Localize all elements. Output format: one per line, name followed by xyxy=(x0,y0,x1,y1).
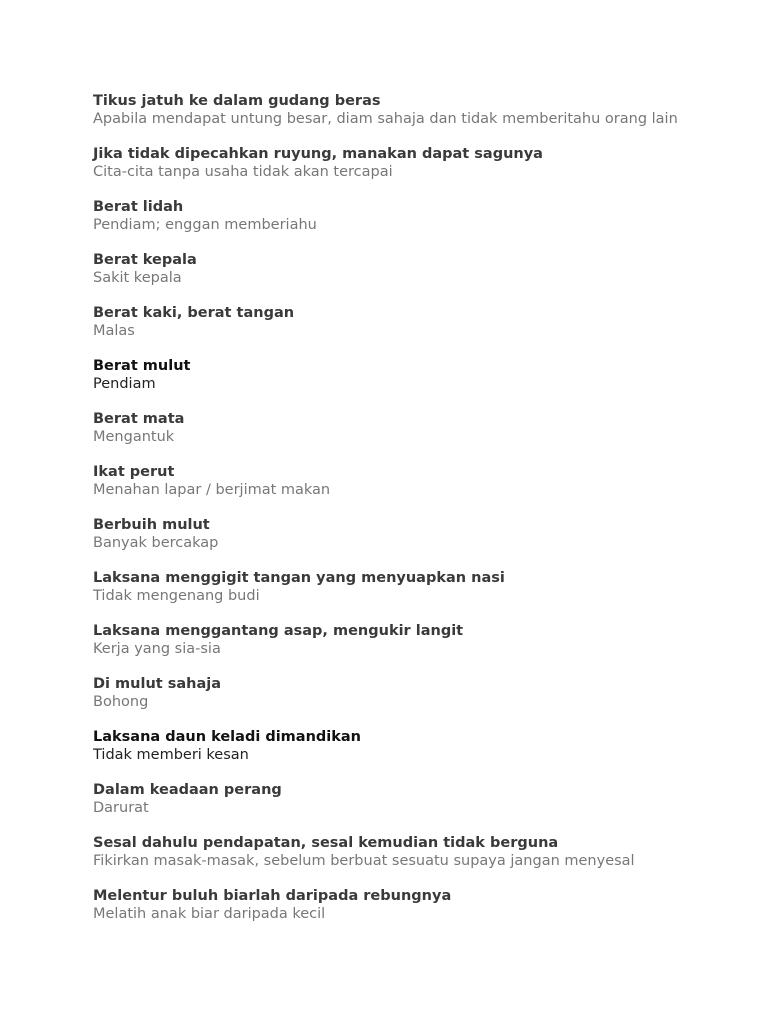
idiom-term: Berat mata xyxy=(93,411,185,427)
idiom-term: Ikat perut xyxy=(93,464,175,480)
idiom-meaning: Sakit kepala xyxy=(93,270,182,286)
list-item xyxy=(93,622,693,658)
idiom-meaning: Bohong xyxy=(93,694,149,710)
idiom-meaning: Malas xyxy=(93,323,135,339)
idiom-term: Berat mulut xyxy=(93,358,191,374)
list-item xyxy=(93,463,693,499)
idiom-meaning: Tidak mengenang budi xyxy=(93,588,260,604)
idiom-meaning: Pendiam xyxy=(93,376,156,392)
list-item xyxy=(93,569,693,605)
idiom-meaning: Mengantuk xyxy=(93,429,175,445)
list-item xyxy=(93,887,693,923)
list-item xyxy=(93,145,693,181)
idiom-meaning: Melatih anak biar daripada kecil xyxy=(93,906,326,922)
idiom-meaning: Kerja yang sia-sia xyxy=(93,641,221,657)
list-item xyxy=(93,92,693,128)
idiom-meaning: Darurat xyxy=(93,800,149,816)
idiom-term: Melentur buluh biarlah daripada rebungnya xyxy=(93,888,452,904)
list-item xyxy=(93,304,693,340)
idiom-term: Laksana daun keladi dimandikan xyxy=(93,729,362,745)
idiom-term: Berbuih mulut xyxy=(93,517,210,533)
idiom-meaning: Banyak bercakap xyxy=(93,535,219,551)
idiom-term: Berat lidah xyxy=(93,199,184,215)
idiom-term: Sesal dahulu pendapatan, sesal kemudian tidak berguna xyxy=(93,835,559,851)
idiom-meaning: Tidak memberi kesan xyxy=(93,747,249,763)
list-item xyxy=(93,728,693,764)
idiom-term: Laksana menggantang asap, mengukir langit xyxy=(93,623,464,639)
idiom-meaning: Fikirkan masak-masak, sebelum berbuat sesuatu supaya jangan menyesal xyxy=(93,853,635,869)
idiom-list xyxy=(93,92,693,940)
list-item xyxy=(93,251,693,287)
idiom-term: Laksana menggigit tangan yang menyuapkan nasi xyxy=(93,570,505,586)
list-item xyxy=(93,516,693,552)
idiom-term: Berat kepala xyxy=(93,252,197,268)
idiom-meaning: Pendiam; enggan memberiahu xyxy=(93,217,317,233)
idiom-term: Tikus jatuh ke dalam gudang beras xyxy=(93,93,381,109)
list-item xyxy=(93,781,693,817)
idiom-term: Berat kaki, berat tangan xyxy=(93,305,295,321)
idiom-meaning: Apabila mendapat untung besar, diam sahaja dan tidak memberitahu orang lain xyxy=(93,111,678,127)
list-item xyxy=(93,834,693,870)
idiom-meaning: Cita-cita tanpa usaha tidak akan tercapai xyxy=(93,164,393,180)
list-item xyxy=(93,675,693,711)
list-item xyxy=(93,357,693,393)
idiom-term: Dalam keadaan perang xyxy=(93,782,282,798)
list-item xyxy=(93,198,693,234)
list-item xyxy=(93,410,693,446)
idiom-term: Jika tidak dipecahkan ruyung, manakan dapat sagunya xyxy=(93,146,543,162)
idiom-term: Di mulut sahaja xyxy=(93,676,222,692)
idiom-meaning: Menahan lapar / berjimat makan xyxy=(93,482,331,498)
